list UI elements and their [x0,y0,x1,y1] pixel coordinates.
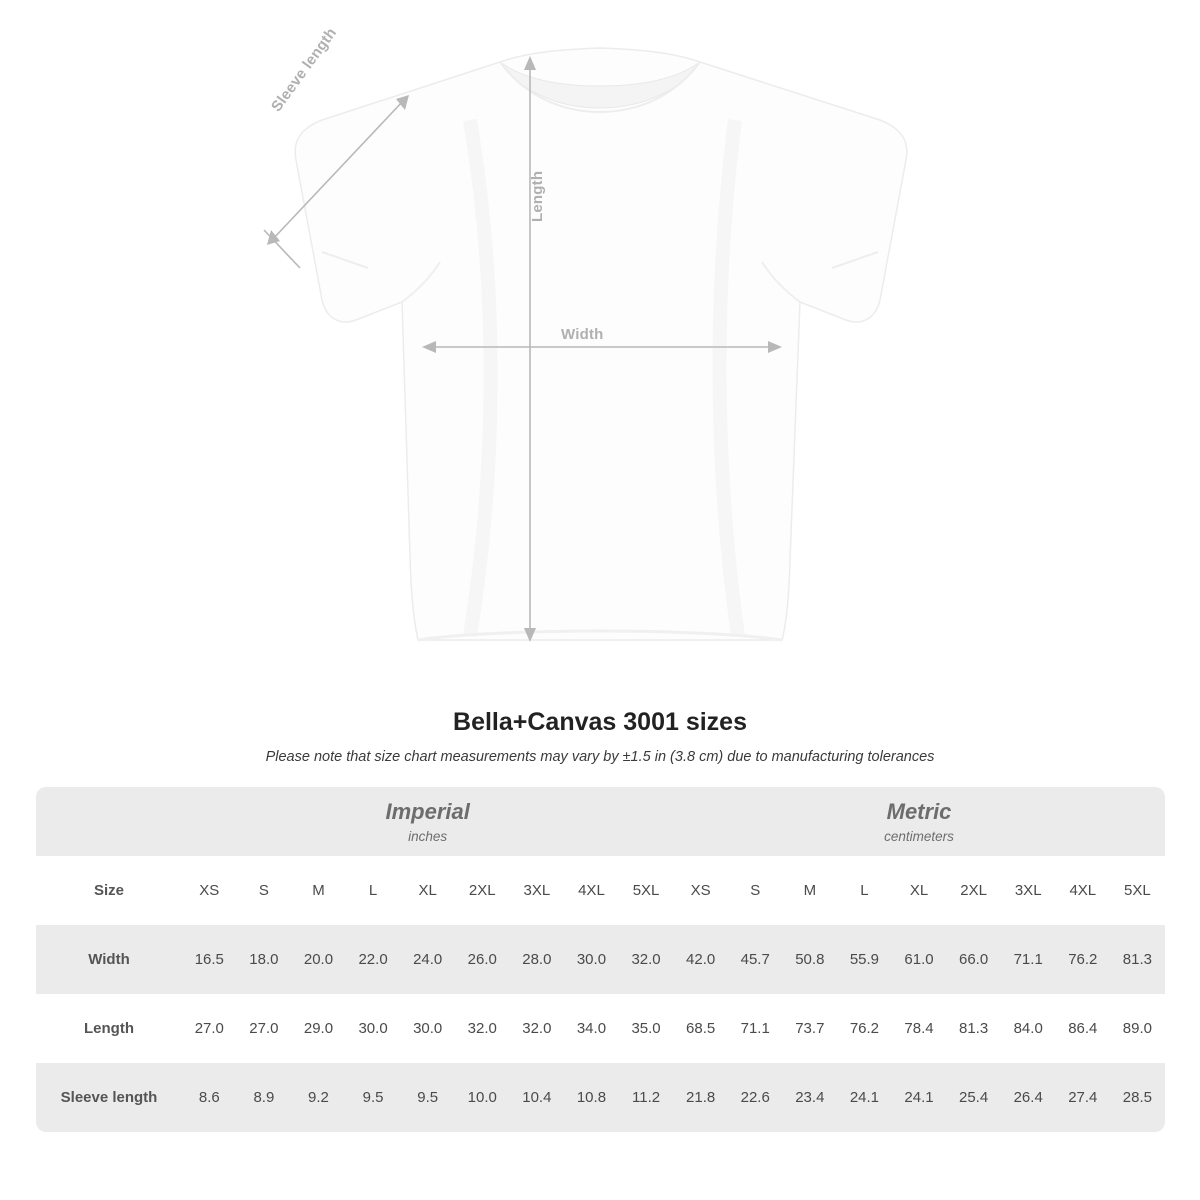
cell-length-imperial-m: 29.0 [291,994,346,1063]
size-header-imperial-xs: XS [182,856,237,925]
cell-length-imperial-xs: 27.0 [182,994,237,1063]
title-block [0,708,1200,765]
metric-unit: centimeters [884,829,954,845]
cell-length-metric-4xl: 86.4 [1056,994,1111,1063]
unit-system-metric [673,787,1164,856]
size-header-imperial-l: L [346,856,401,925]
size-header-imperial-3xl: 3XL [510,856,565,925]
cell-length-metric-m: 73.7 [783,994,838,1063]
tolerance-note: Please note that size chart measurements may vary by ±1.5 in (3.8 cm) due to manufacturing tolerances [265,749,935,765]
cell-length-metric-s: 71.1 [728,994,783,1063]
cell-length-imperial-s: 27.0 [237,994,292,1063]
size-header-metric-3xl: 3XL [1001,856,1056,925]
cell-length-metric-xs: 68.5 [673,994,728,1063]
cell-sleeve-metric-xl: 24.1 [892,1063,947,1132]
cell-sleeve-imperial-m: 9.2 [291,1063,346,1132]
size-header-imperial-xl: XL [400,856,455,925]
cell-length-metric-2xl: 81.3 [946,994,1001,1063]
size-header-metric-xl: XL [892,856,947,925]
cell-width-metric-xl: 61.0 [892,925,947,994]
size-header-imperial-s: S [237,856,292,925]
cell-sleeve-metric-s: 22.6 [728,1063,783,1132]
cell-width-imperial-4xl: 30.0 [564,925,619,994]
cell-length-metric-5xl: 89.0 [1110,994,1165,1063]
cell-width-imperial-2xl: 26.0 [455,925,510,994]
cell-sleeve-imperial-xl: 9.5 [400,1063,455,1132]
width-label: Width [561,326,604,343]
cell-width-imperial-3xl: 28.0 [510,925,565,994]
cell-width-imperial-l: 22.0 [346,925,401,994]
cell-length-imperial-l: 30.0 [346,994,401,1063]
size-header-row [36,856,1165,925]
cell-length-imperial-xl: 30.0 [400,994,455,1063]
unit-system-spacer [36,787,182,856]
size-header-metric-5xl: 5XL [1110,856,1165,925]
page-title: Bella+Canvas 3001 sizes [453,708,747,736]
table-row [36,925,1165,994]
cell-sleeve-imperial-xs: 8.6 [182,1063,237,1132]
cell-sleeve-metric-xs: 21.8 [673,1063,728,1132]
size-header-metric-l: L [837,856,892,925]
cell-length-imperial-5xl: 35.0 [619,994,674,1063]
cell-sleeve-metric-3xl: 26.4 [1001,1063,1056,1132]
cell-width-metric-5xl: 81.3 [1110,925,1165,994]
unit-system-row [36,787,1165,856]
cell-width-imperial-5xl: 32.0 [619,925,674,994]
cell-width-metric-2xl: 66.0 [946,925,1001,994]
row-label-width: Width [36,925,182,994]
cell-sleeve-imperial-5xl: 11.2 [619,1063,674,1132]
size-header-metric-xs: XS [673,856,728,925]
table-row [36,994,1165,1063]
cell-width-imperial-xl: 24.0 [400,925,455,994]
cell-width-imperial-s: 18.0 [237,925,292,994]
size-header-imperial-m: M [291,856,346,925]
cell-width-metric-3xl: 71.1 [1001,925,1056,994]
length-label: Length [529,170,546,222]
cell-width-metric-l: 55.9 [837,925,892,994]
size-header-metric-2xl: 2XL [946,856,1001,925]
sleeve-length-label: Sleeve length [268,24,341,115]
cell-length-metric-xl: 78.4 [892,994,947,1063]
cell-width-metric-4xl: 76.2 [1056,925,1111,994]
cell-width-metric-xs: 42.0 [673,925,728,994]
size-table [36,787,1165,1132]
metric-name: Metric [886,798,952,824]
cell-sleeve-imperial-4xl: 10.8 [564,1063,619,1132]
cell-sleeve-imperial-s: 8.9 [237,1063,292,1132]
size-header-imperial-4xl: 4XL [564,856,619,925]
cell-width-imperial-xs: 16.5 [182,925,237,994]
row-label-length: Length [36,994,182,1063]
size-header-metric-4xl: 4XL [1056,856,1111,925]
imperial-unit: inches [408,829,448,845]
cell-sleeve-metric-5xl: 28.5 [1110,1063,1165,1132]
table-row [36,1063,1165,1132]
cell-sleeve-metric-l: 24.1 [837,1063,892,1132]
imperial-name: Imperial [385,798,470,824]
unit-system-imperial [182,787,673,856]
cell-sleeve-metric-m: 23.4 [783,1063,838,1132]
cell-sleeve-imperial-l: 9.5 [346,1063,401,1132]
size-header-metric-s: S [728,856,783,925]
cell-length-imperial-4xl: 34.0 [564,994,619,1063]
size-header-imperial-2xl: 2XL [455,856,510,925]
cell-width-imperial-m: 20.0 [291,925,346,994]
cell-sleeve-imperial-2xl: 10.0 [455,1063,510,1132]
size-header-imperial-5xl: 5XL [619,856,674,925]
size-header-label: Size [36,856,182,925]
cell-length-metric-l: 76.2 [837,994,892,1063]
row-label-sleeve-length: Sleeve length [36,1063,182,1132]
cell-sleeve-metric-4xl: 27.4 [1056,1063,1111,1132]
size-table-wrapper [36,787,1164,1132]
cell-sleeve-metric-2xl: 25.4 [946,1063,1001,1132]
cell-width-metric-s: 45.7 [728,925,783,994]
cell-width-metric-m: 50.8 [783,925,838,994]
cell-length-imperial-3xl: 32.0 [510,994,565,1063]
cell-length-metric-3xl: 84.0 [1001,994,1056,1063]
cell-length-imperial-2xl: 32.0 [455,994,510,1063]
size-header-metric-m: M [783,856,838,925]
cell-sleeve-imperial-3xl: 10.4 [510,1063,565,1132]
